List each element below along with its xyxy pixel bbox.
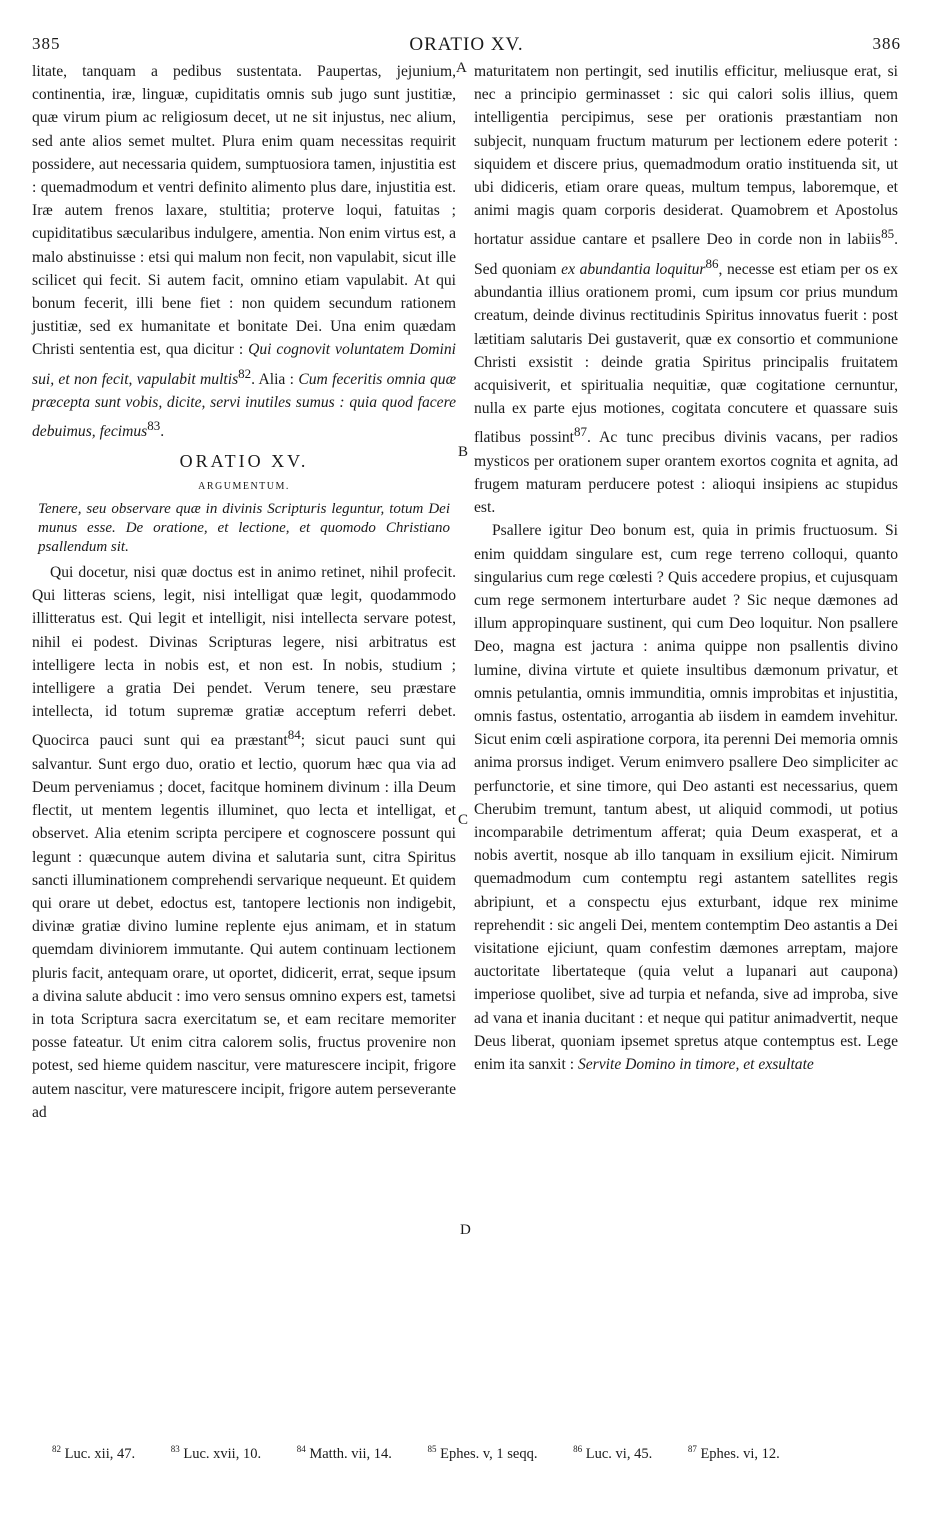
- footnote-85: [428, 1446, 554, 1462]
- footnote-82: [52, 1446, 151, 1462]
- footnote-82-num: 82: [52, 1444, 61, 1454]
- footnote-85-num: 85: [427, 1444, 437, 1454]
- footnotes: [52, 1438, 901, 1465]
- footnote-86-text: Luc. vi, 45.: [585, 1445, 653, 1462]
- argument-label: ARGUMENTUM.: [198, 480, 290, 492]
- margin-letter-a: A: [456, 60, 467, 76]
- left-column: [32, 60, 456, 1124]
- argument-text: Tenere, seu observare quæ in divinis Scripturis leguntur, totum Dei munus esse. De oratione, et lectione, et quomodo Christiano psallendum sit.: [38, 501, 450, 556]
- right-paragraph-1d: . Ac tunc precibus divinis vacans, per radios mysticos per orationem super orantem exortos cognita et agnita, ad frugem maturam perducere potest : alioqui insipiens ac stupidus est.: [474, 429, 898, 517]
- footnote-83-num: 83: [170, 1444, 180, 1454]
- footnote-82-text: Luc. xii, 47.: [64, 1445, 136, 1462]
- margin-letter-b: B: [458, 444, 469, 460]
- left-paragraph-2-text: Qui docetur, nisi quæ doctus est in animo retinet, nihil profecit. Qui litteras sciens, legit, nisi intelligat quæ legit, quodammodo illitteratus est. Qui legit et intelligit, nisi intellecta servare potest, nihil ei podest. Divinas Scripturas legere, nisi arbitratus est intelligere lecta in nobis est, et non est. In nobis, studium ; intelligere a gratia Dei pendet. Verum tenere, seu præstare intellecta, id totum supremæ gratiæ acceptum referri debet. Quocirca pauci sunt qui ea præstant: [32, 564, 456, 750]
- margin-letter-c: C: [458, 812, 469, 828]
- right-paragraph-1a: maturitatem non pertingit, sed inutilis efficitur, meliusque erat, si nec a principio germinasset : sic qui calori solis illius, quem intelligentia percipimus, sese per orationis præstantiam non subjecit, nunquam fructum maturum per lectionem edere poterit : siquidem et discere prius, quemadmodum oratio instituenda sit, ut ubi didiceris, etiam orare queas, multum tempus, laboremque, et animi magis quam corporis desiderat. Quamobrem et Apostolus hortatur assidue cantare et psallere Deo in corde non in labiis: [474, 63, 898, 249]
- footnote-83: [171, 1446, 277, 1462]
- footnote-86-num: 86: [573, 1444, 583, 1454]
- page-number-right: 386: [872, 34, 901, 53]
- margin-letter-d: D: [460, 1222, 471, 1238]
- right-column: [474, 60, 898, 1076]
- footnote-83-text: Luc. xvii, 10.: [183, 1445, 262, 1462]
- left-paragraph-1-text: litate, tanquam a pedibus sustentata. Paupertas, jejunium, continentia, iræ, linguæ, cupiditatis omnis sub jugo sunt justitiæ, quæ virum pium ac religiosum decet, ut ne sit injustus, nec alium, sed ante alios semet multet. Plura enim quam necessitas requirit possidere, aut necessaria quidem, sumptuosiora tamen, injustitia est : quemadmodum et ventri definito alimento plus dare, injustitia est. Iræ autem frenos laxare, stultitia; proterve loqui, fatuitas ; cupiditatibus sæcularibus indulgere, amentia. Non enim virtus est, a malo abstinuisse : etsi qui malum non fecit, non vapulabit, sicut ille scilicet qui fecit. Si autem facit, omnino etiam vapulabit. At qui bonum fecerit, illi bene fiet : non quidem secundum rationem justitiæ, sed ex humanitate et bonitate Dei. Una enim quædam Christi sententia est, qua dicitur :: [32, 63, 456, 359]
- page-number-left: 385: [32, 34, 61, 53]
- footnote-ref-85: 85: [881, 226, 895, 242]
- quote-luke-12: Qui cognovit voluntatem Domini sui, et non fecit, vapulabit multis: [32, 341, 457, 388]
- left-paragraph-1: [32, 60, 456, 444]
- left-paragraph-2: [32, 561, 456, 1124]
- running-title: ORATIO XV.: [409, 34, 524, 55]
- footnote-87-text: Ephes. vi, 12.: [700, 1445, 780, 1462]
- footnote-85-text: Ephes. v, 1 seqq.: [440, 1445, 538, 1462]
- right-paragraph-1c: , necesse est etiam per os ex abundantia illius orationem promi, cum ipsum cor prius mundum creatum, deinde divinus rectitudinis Spiritus innovatus fuerit : post lætitiam salutaris Dei gustaverit, quæ ex consortio et communione Christi exsistit : deinde gratia Spiritus principalis fruitatem acquisiverit, et spiritualia nequitiæ, quæ cogitatione cernuntur, nulla ex parte ejus motiones, cogitata concutere et quassare suis flatibus possint: [474, 261, 898, 447]
- quote-psalm-2: Servite Domino in timore, et exsultate: [577, 1056, 814, 1074]
- left-sep-alia: . Alia :: [251, 370, 295, 388]
- footnote-ref-86: 86: [705, 255, 719, 271]
- right-paragraph-1b: . Sed quoniam: [474, 231, 898, 278]
- footnote-84: [297, 1446, 408, 1462]
- quote-luke-17: Cum feceritis omnia quæ præcepta sunt vobis, dicite, servi inutiles sumus : quia quod facere debuimus, fecimus: [32, 370, 456, 441]
- footnote-87-num: 87: [687, 1444, 697, 1454]
- section-title: ORATIO XV.: [179, 450, 309, 471]
- footnote-84-text: Matth. vii, 14.: [309, 1445, 392, 1462]
- running-header: [32, 30, 901, 58]
- footnote-ref-84: 84: [287, 727, 301, 743]
- right-paragraph-1: [474, 60, 898, 519]
- footnote-ref-82: 82: [238, 365, 252, 381]
- right-paragraph-2-text: Psallere igitur Deo bonum est, quia in primis fructuosum. Si enim quiddam singulare est, cum rege terreno colloqui, quanto singularius cum rege cœlesti ? Quis accedere propius, et cujusquam cum rege sermonem interturbare audet ? Sic neque dæmones ad illum appropinquare sustinent, qui cum Deo loquitur. Non psallere Deo, magna est jactura : anima quippe non psallentis divino lumine, divina virtute et quiete insultibus dæmonum privatur, et omnis petulantia, omnis immunditia, omnis improbitas et injustitia, omnis fastus, ostentatio, arrogantia ab iisdem in eamdem invehitur. Sicut enim cœli aspiratione corpora, ita perenni Dei memoria omnis anima prorsus indiget. Verum enimvero psallere Deo simpliciter ac perfunctorie, et sine timore, qui Deo astanti est necessarius, quem Cherubim tremunt, tantum abest, ut aliquid commodi, ut potius incomparabile detrimentum afferat; quia Deum exasperat, et a nobis avertit, nosque ab illo tanquam in exsilium ejicit. Nimirum quemadmodum cum contemptu regi astantem satellites regis abripiunt, et a conspectu ejus exturbant, idque rex minime reprehendit : sic angeli Dei, mentem contemptim Deo astantis a Dei visitatione ejiciunt, quam confestim dæmones arreptam, majore auctoritate libertateque (quia velut a lupanari aut caupona) imperiose quolibet, sive ad turpia et nefanda, sive ad improba, sive ad vana et inania ducitant : et neque qui patitur animadvertit, neque Deus liberat, quoniam ipsemet spretus atque contemptus est. Lege enim ita sanxit :: [474, 522, 898, 1074]
- left-q2-end: .: [160, 423, 165, 441]
- footnote-ref-83: 83: [147, 418, 161, 434]
- footnote-87: [688, 1446, 796, 1462]
- footnote-86: [573, 1446, 668, 1462]
- footnote-84-num: 84: [296, 1444, 306, 1454]
- footnote-ref-87: 87: [574, 424, 588, 440]
- left-paragraph-2-rest: ; sicut pauci sunt qui salvantur. Sunt ergo duo, oratio et lectio, quorum hæc qua via ad Deum perveniamus ; docet, facitque hominem divinum : illa Deum flectit, ut mentem legentis illuminet, quo lecta et intelligat, et observet. Alia etenim scripta percipere et cognoscere possunt qui legunt : quæcunque autem divina et salutaria sunt, citra Spiritus sancti illuminationem comprehendi servarique nequeunt. Et quidem qui orare ut debet, edoctus est, tantopere lectionis non indigebit, divinæ gratiæ divino lumine replente ejus animam, et in statum quemdam diviniorem immutante. Qui autem continuam lectionem pluris facit, antequam orare, ut oportet, didicerit, errat, seque ipsum a divina salute abducit : imo vero sensus omnino expers est, tametsi in tota Scriptura sacra exercitatum se, et eam recitare memoriter posse fateatur. Ut enim citra calorem solis, fructus provenire non potest, sed hieme quidem nascitur, vere maturescere incipit, frigore autem nascitur, vere maturescere incipit, frigore autem perseverante ad: [32, 732, 456, 1121]
- quote-luke-6: ex abundantia loquitur: [561, 261, 706, 278]
- right-paragraph-2: [474, 519, 898, 1076]
